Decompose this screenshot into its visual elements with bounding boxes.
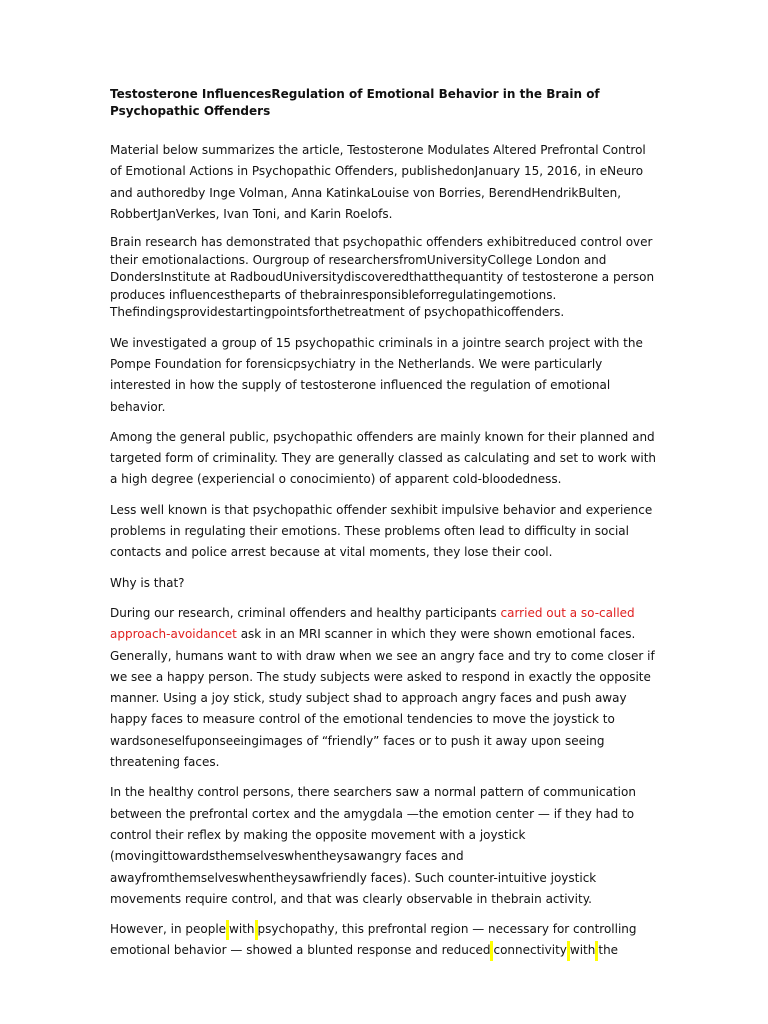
investigation-paragraph: We investigated a group of 15 psychopathic criminals in a jointre search project with the Pompe Foundation for forensicpsychiatry in the Netherlands. We were particularly interested in how the supply of testosterone influenced the regulation of emotional behavior.: [110, 335, 643, 414]
general-public-paragraph: Among the general public, psychopathic offenders are mainly known for their planned and targeted form of criminality. They are generally classed as calculating and set to work with a high degree (experiencial o conocimiento) of apparent cold-bloodedness.: [110, 429, 657, 487]
document-title: Testosterone InfluencesRegulation of Emotional Behavior in the Brain of Psychopathic Offenders: [110, 87, 600, 118]
however-text-6: the: [598, 943, 619, 958]
brain-research-paragraph: Brain research has demonstrated that psychopathic offenders exhibitreduced control over their emotionalactions. Ourgroup of researchersfromUniversityCollege London and DondersInstitute at RadboudUniversitydiscoveredthatthequantity of testosterone a person produces influencestheparts of thebrainresponsibleforregulatingemotions. Thefindingsprovidestartingpointsforthetreatment of psychopathicoffenders.: [110, 235, 655, 320]
however-text-3: psychopathy, this prefrontal region — necessary for controlling emotional behavior — showed a blunted response and reduced: [110, 922, 637, 958]
however-text-2: with: [229, 922, 255, 937]
intro-paragraph: Material below summarizes the article, Testosterone Modulates Altered Prefrontal Control of Emotional Actions in Psychopathic Offenders, publishedonJanuary 15, 2016, in eNeuro and authoredby Inge Volman, Anna KatinkaLouise von Borries, BerendHendrikBulten, RobbertJanVerkes, Ivan Toni, and Karin Roelofs.: [110, 143, 646, 221]
research-text-end: ask in an MRI scanner in which they were shown emotional faces. Generally, humans want to with draw when we see an angry face and try to come closer if we see a happy person. The study subjects were asked to respond in exactly the opposite manner. Using a joy stick, study subject shad to approach angry faces and push away happy faces to measure control of the emotional tendencies to move the joystick to wardsoneselfuponseeingimages of “friendly” faces or to push it away upon seeing threatening faces.: [110, 627, 655, 770]
healthy-control-paragraph: In the healthy control persons, there searchers saw a normal pattern of communication between the prefrontal cortex and the amygdala —the emotion center — if they had to control their reflex by making the opposite movement with a joystick (movingittowardsthemselveswhentheysawangry faces and awayfromthemselveswhentheysawfriendly faces). Such counter-intuitive joystick movements require control, and that was clearly observable in thebrain activity.: [110, 785, 636, 906]
research-text-start: During our research, criminal offenders and healthy participants: [110, 605, 501, 620]
however-text-4: connectivity: [493, 943, 567, 958]
less-known-paragraph: Less well known is that psychopathic offender sexhibit impulsive behavior and experience problems in regulating their emotions. These problems often lead to difficulty in social contacts and police arrest because at vital moments, they lose their cool.: [110, 502, 653, 560]
research-paragraph: [110, 603, 658, 773]
however-text-5: with: [569, 943, 596, 958]
document-page: [110, 86, 658, 971]
red-emphasis-text: carried out a so-called approach-avoidancet: [110, 605, 635, 642]
why-question: Why is that?: [110, 575, 185, 590]
however-text-1: However, in people: [110, 922, 227, 937]
however-paragraph: [110, 919, 658, 962]
